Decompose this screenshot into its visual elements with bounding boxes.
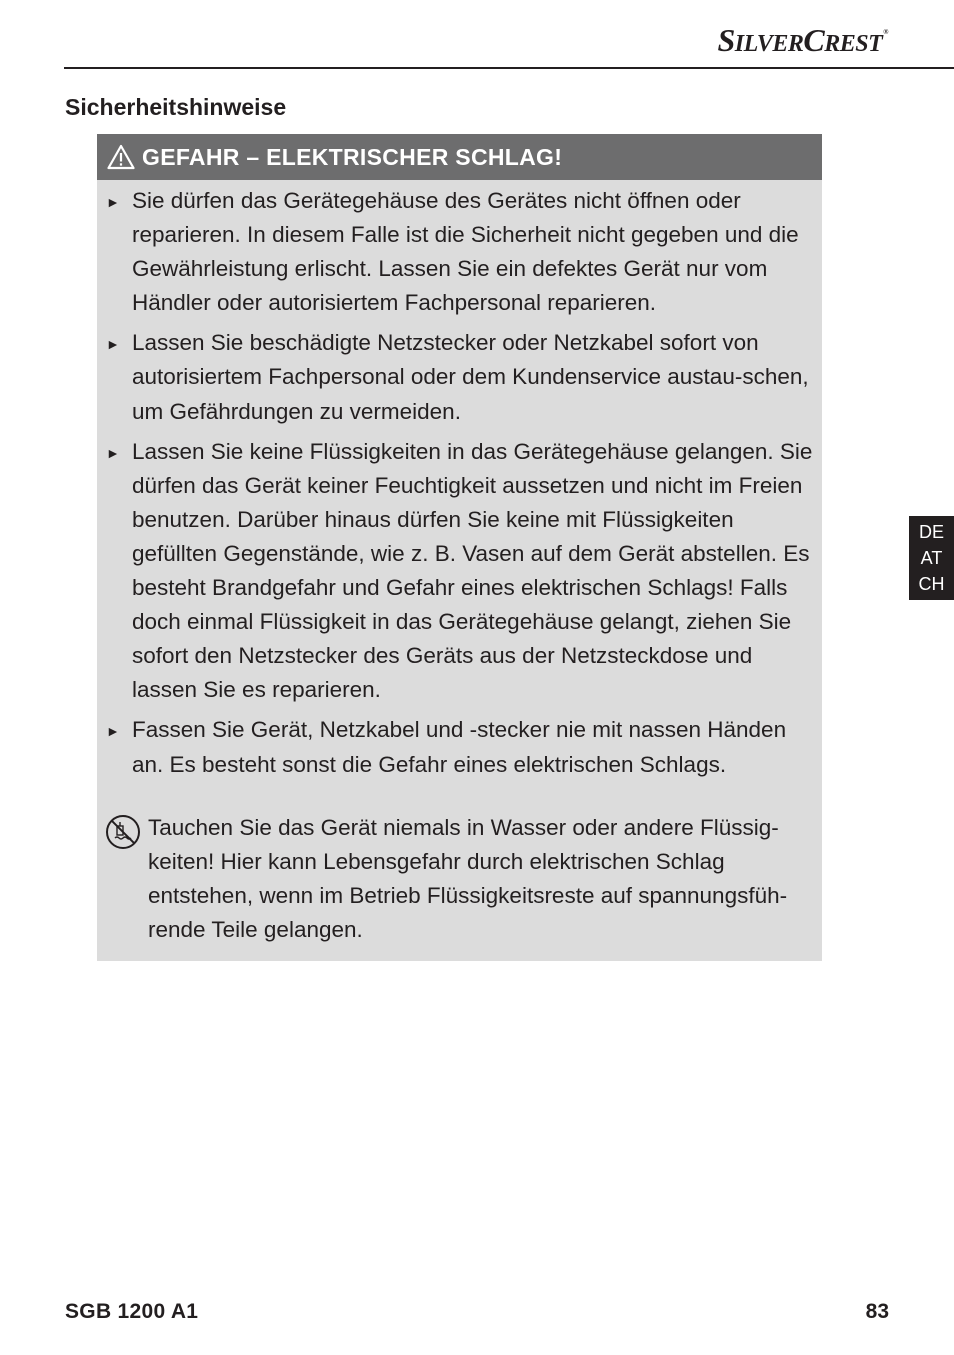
- bullet-text: Lassen Sie keine Flüssigkeiten in das Gerätegehäuse gelangen. Sie dürfen das Gerät keiner Feuchtigkeit aussetzen und nicht im Freien benutzen. Darüber hinaus dürfen Sie keine mit Flüssigkeiten gefüllten Gegenstände, wie z. B. Vasen auf dem Gerät abstellen. Es besteht Brandgefahr und Gefahr eines elektrischen Schlags! Falls doch einmal Flüssigkeit in das Gerätegehäuse gelangt, ziehen Sie sofort den Netzstecker des Geräts aus der Netzsteckdose und lassen Sie es reparieren.: [132, 438, 813, 703]
- warning-title: GEFAHR – ELEKTRISCHER SCHLAG!: [142, 143, 563, 170]
- brand-logo: SILVERCREST®: [717, 22, 888, 58]
- arrow-right-icon: ►: [106, 444, 120, 461]
- section-title: Sicherheitshinweise: [65, 94, 287, 120]
- warning-header: [97, 134, 822, 180]
- immersion-note: [105, 811, 812, 947]
- list-item: [97, 184, 822, 320]
- language-code: DE: [918, 522, 944, 542]
- warning-bullet-list: [97, 184, 822, 782]
- language-code: AT: [920, 548, 943, 568]
- arrow-right-icon: ►: [106, 336, 120, 353]
- arrow-right-icon: ►: [106, 194, 120, 210]
- note-text: Tauchen Sie das Gerät niemals in Wasser oder andere Flüssig-keiten! Hier kann Lebensgefahr durch elektrischen Schlag entstehen, wenn im Betrieb Flüssigkeitsreste auf spannungsfüh-rende Teile gelangen.: [148, 815, 788, 942]
- header-divider: [64, 67, 954, 69]
- warning-box: [97, 134, 822, 961]
- language-code: CH: [918, 574, 945, 594]
- arrow-right-icon: ►: [106, 723, 120, 740]
- language-tab: [909, 516, 954, 600]
- no-immersion-icon: [105, 814, 141, 850]
- page-number: 83: [865, 1300, 889, 1323]
- bullet-text: Fassen Sie Gerät, Netzkabel und -stecker nie mit nassen Händen an. Es besteht sonst die Gefahr eines elektrischen Schlags.: [132, 717, 787, 777]
- list-item: [97, 435, 822, 708]
- registered-mark: ®: [883, 28, 888, 36]
- bullet-text: Lassen Sie beschädigte Netzstecker oder Netzkabel sofort von autorisiertem Fachpersonal oder dem Kundenservice austau-schen, um Gefährdungen zu vermeiden.: [132, 330, 809, 424]
- list-item: [97, 713, 822, 781]
- bullet-text: Sie dürfen das Gerätegehäuse des Gerätes nicht öffnen oder reparieren. In diesem Falle ist die Sicherheit nicht gegeben und die Gewährleistung erlischt. Lassen Sie ein defektes Gerät nur vom Händler oder autorisiertem Fachpersonal reparieren.: [132, 188, 799, 316]
- list-item: [97, 326, 822, 428]
- warning-triangle-icon: [107, 144, 135, 170]
- footer-model: SGB 1200 A1: [65, 1300, 199, 1323]
